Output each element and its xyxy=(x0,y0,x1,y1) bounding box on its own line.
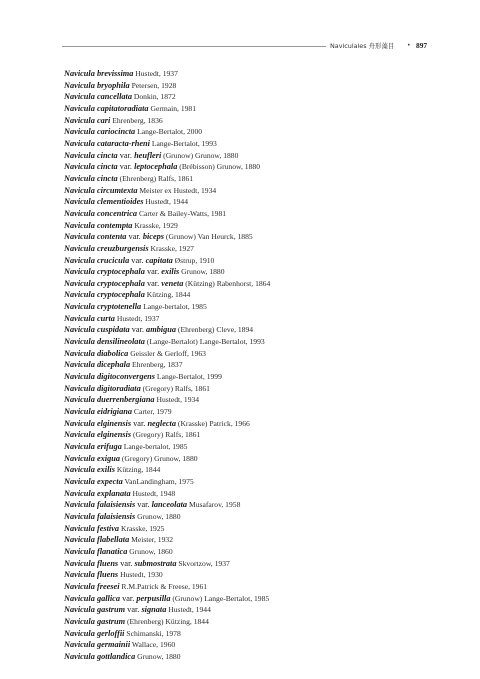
species-entry xyxy=(64,255,270,267)
author-citation: (Grunow) Lange-Bertalot, 1985 xyxy=(170,593,270,603)
taxon-name: Navicula exigua xyxy=(64,453,120,463)
taxon-name: Navicula elginensis xyxy=(64,418,132,428)
variety-marker: var. xyxy=(117,162,135,172)
species-entry xyxy=(64,231,270,243)
taxon-name: Navicula cincta xyxy=(64,150,118,160)
running-header xyxy=(0,40,480,54)
species-entry xyxy=(64,243,270,255)
species-entry xyxy=(64,173,270,185)
taxon-name: Navicula falaisiensis xyxy=(64,500,136,510)
author-citation: Grunow, 1880 xyxy=(179,267,225,277)
species-entry xyxy=(64,546,270,558)
author-citation: Krasske, 1929 xyxy=(132,220,178,230)
taxon-name: Navicula densilineolata xyxy=(64,337,145,347)
species-entry xyxy=(64,324,270,336)
variety-marker: var. xyxy=(129,325,147,335)
taxon-name: exilis xyxy=(161,267,180,277)
taxon-name: Navicula explanata xyxy=(64,488,131,498)
taxon-name: Navicula falaisiensis xyxy=(64,511,136,521)
section-title: Naviculales 舟形藻目 xyxy=(330,42,395,50)
species-entry xyxy=(64,418,270,430)
species-entry xyxy=(64,91,270,103)
species-entry xyxy=(64,651,270,663)
taxon-name: Navicula digitoconvergens xyxy=(64,372,156,382)
species-entry xyxy=(64,196,270,208)
author-citation: Ehrenberg, 1836 xyxy=(110,115,163,125)
author-citation: Grunow, 1880 xyxy=(135,511,181,521)
taxon-name: Navicula erifuga xyxy=(64,442,122,451)
taxon-name: Navicula germainii xyxy=(64,640,131,650)
author-citation: Petersen, 1928 xyxy=(129,80,177,90)
author-citation: (Gregory) Ralfs, 1861 xyxy=(131,430,201,440)
taxon-name: biceps xyxy=(142,232,165,242)
taxon-name: Navicula diabolica xyxy=(64,348,129,358)
variety-marker: var. xyxy=(126,232,143,242)
species-entry xyxy=(64,639,270,651)
taxon-name: lanceolata xyxy=(151,500,188,510)
species-entry xyxy=(64,220,270,232)
species-entry xyxy=(64,126,270,138)
author-citation: Geissler & Gerloff, 1963 xyxy=(128,348,206,358)
author-citation: Wallace, 1960 xyxy=(130,640,176,650)
species-entry xyxy=(64,523,270,535)
taxon-name: Navicula cryptocephala xyxy=(64,290,145,300)
taxon-name: Navicula cataracta-rheni xyxy=(64,138,150,148)
taxon-name: Navicula cariocincta xyxy=(64,127,136,137)
author-citation: (Kützing) Rabenhorst, 1864 xyxy=(183,278,271,288)
species-entry xyxy=(64,301,270,313)
taxon-name: Navicula exilis xyxy=(64,465,115,475)
taxon-name: veneta xyxy=(161,278,184,288)
author-citation: Hustedt, 1944 xyxy=(166,605,211,615)
author-citation: (Brébisson) Grunow, 1880 xyxy=(177,162,260,172)
taxon-name: Navicula expecta xyxy=(64,476,123,486)
taxon-name: Navicula cincta xyxy=(64,173,118,183)
species-entry xyxy=(64,453,270,465)
species-entry xyxy=(64,371,270,383)
variety-marker: var. xyxy=(135,500,152,510)
taxon-name: Navicula crucicula xyxy=(64,255,130,265)
taxon-name: Navicula bryophila xyxy=(64,80,130,90)
species-entry xyxy=(64,429,270,441)
taxon-name: Navicula dicephala xyxy=(64,360,131,370)
species-entry xyxy=(64,488,270,500)
species-entry xyxy=(64,336,270,348)
author-citation: Grunow, 1880 xyxy=(135,651,181,661)
author-citation: Kützing, 1844 xyxy=(114,465,161,475)
author-citation: Kützing, 1844 xyxy=(144,290,191,300)
taxon-name: Navicula curta xyxy=(64,313,115,323)
species-entry xyxy=(64,278,270,290)
taxon-name: Navicula concentrica xyxy=(64,208,138,218)
species-entry xyxy=(64,161,270,173)
author-citation: (Gregory) Grunow, 1880 xyxy=(120,453,198,463)
taxon-name: neglecta xyxy=(147,418,177,428)
taxon-name: Navicula gerloffii xyxy=(64,628,125,638)
species-entry xyxy=(64,348,270,360)
variety-marker: var. xyxy=(131,418,148,428)
species-entry xyxy=(64,476,270,488)
author-citation: (Krasske) Patrick, 1966 xyxy=(176,418,250,428)
author-citation: Lange-Bertalot, 1993 xyxy=(149,138,217,148)
species-list xyxy=(64,68,270,662)
species-entry xyxy=(64,150,270,162)
species-entry xyxy=(64,138,270,150)
species-entry xyxy=(64,266,270,278)
species-entry xyxy=(64,185,270,197)
taxon-name: Navicula duerrenbergiana xyxy=(64,395,155,405)
author-citation: Hustedt, 1937 xyxy=(114,313,160,323)
taxon-name: Navicula gallica xyxy=(64,593,120,603)
author-citation: Lange-Bertalot, 2000 xyxy=(135,127,203,137)
variety-marker: var. xyxy=(118,558,135,568)
taxon-name: signata xyxy=(141,605,167,615)
taxon-name: Navicula cuspidata xyxy=(64,325,130,335)
variety-marker: var. xyxy=(144,267,162,277)
page-number: 897 xyxy=(416,41,428,50)
header-rule xyxy=(62,46,326,47)
species-entry xyxy=(64,289,270,301)
species-entry xyxy=(64,464,270,476)
species-entry xyxy=(64,359,270,371)
species-entry xyxy=(64,115,270,127)
author-citation: Musafarov, 1958 xyxy=(187,500,241,510)
taxon-name: Navicula clementioides xyxy=(64,197,144,207)
species-entry xyxy=(64,313,270,325)
taxon-name: Navicula contempta xyxy=(64,220,133,230)
species-entry xyxy=(64,593,270,605)
taxon-name: leptocephala xyxy=(134,162,178,172)
taxon-name: Navicula creuzburgensis xyxy=(64,243,149,253)
variety-marker: var. xyxy=(125,605,142,615)
taxon-name: Navicula gastrum xyxy=(64,605,126,615)
author-citation: Hustedt, 1948 xyxy=(130,488,176,498)
author-citation: Lange-Bertalot, 1999 xyxy=(155,372,222,382)
taxon-name: Navicula capitatoradiata xyxy=(64,103,149,113)
author-citation: VanLandingham, 1975 xyxy=(122,476,194,486)
taxon-name: Navicula circumtexta xyxy=(64,185,138,195)
species-entry xyxy=(64,534,270,546)
author-citation: Hustedt, 1934 xyxy=(154,395,200,405)
author-citation: Lange-bertalot, 1985 xyxy=(141,302,207,312)
taxon-name: Navicula brevissima xyxy=(64,69,134,78)
taxon-name: Navicula flabellata xyxy=(64,535,130,545)
author-citation: Hustedt, 1930 xyxy=(118,570,163,580)
taxon-name: heufleri xyxy=(134,150,162,160)
species-entry xyxy=(64,604,270,616)
author-citation: (Lange-Bertalot) Lange-Bertalot, 1993 xyxy=(144,337,265,347)
author-citation: Skvortzow, 1937 xyxy=(176,558,230,568)
taxon-name: Navicula fluens xyxy=(64,570,119,580)
taxon-name: submostrata xyxy=(134,558,177,568)
species-entry xyxy=(64,80,270,92)
taxon-name: Navicula freesei xyxy=(64,581,120,591)
author-citation: Hustedt, 1944 xyxy=(143,197,189,207)
species-entry xyxy=(64,616,270,628)
author-citation: R.M.Patrick & Freese, 1961 xyxy=(119,581,208,591)
author-citation: Lange-bertalot, 1985 xyxy=(121,442,188,451)
taxon-name: ambigua xyxy=(146,325,177,335)
author-citation: Donkin, 1872 xyxy=(131,92,176,102)
taxon-name: Navicula cancellata xyxy=(64,92,132,102)
taxon-name: Navicula cryptocephala xyxy=(64,278,145,288)
author-citation: Meister, 1932 xyxy=(129,535,173,545)
author-citation: Grunow, 1860 xyxy=(127,546,173,556)
taxon-name: Navicula contenta xyxy=(64,232,127,242)
author-citation: Carter, 1979 xyxy=(132,407,172,417)
taxon-name: Navicula elginensis xyxy=(64,430,132,440)
author-citation: (Gregory) Ralfs, 1861 xyxy=(140,383,210,393)
species-entry xyxy=(64,628,270,640)
author-citation: (Grunow) Grunow, 1880 xyxy=(161,150,239,160)
author-citation: Krasske, 1927 xyxy=(148,243,194,253)
taxon-name: capitata xyxy=(145,255,173,265)
taxon-name: Navicula cincta xyxy=(64,162,118,172)
taxon-name: perpusilla xyxy=(136,593,171,603)
taxon-name: Navicula flanatica xyxy=(64,546,128,556)
species-entry xyxy=(64,394,270,406)
species-entry xyxy=(64,383,270,395)
variety-marker: var. xyxy=(120,593,137,603)
species-entry xyxy=(64,441,270,453)
taxon-name: Navicula fluens xyxy=(64,558,119,568)
author-citation: (Grunow) Van Heurck, 1885 xyxy=(164,232,253,242)
taxon-name: Navicula cryptocephala xyxy=(64,267,145,277)
author-citation: Germain, 1981 xyxy=(148,103,197,113)
author-citation: Østrup, 1910 xyxy=(172,255,215,265)
taxon-name: Navicula gottlandica xyxy=(64,651,136,661)
species-entry xyxy=(64,406,270,418)
species-entry xyxy=(64,569,270,581)
taxon-name: Navicula eidrigiana xyxy=(64,407,132,417)
species-entry xyxy=(64,103,270,115)
variety-marker: var. xyxy=(117,150,135,160)
taxon-name: Navicula digitoradiata xyxy=(64,383,141,393)
author-citation: Meister ex Hustedt, 1934 xyxy=(137,185,217,195)
header-separator-dot: • xyxy=(407,42,411,49)
taxon-name: Navicula cryptotenella xyxy=(64,302,142,312)
author-citation: (Ehrenberg) Kützing, 1844 xyxy=(125,616,209,626)
taxon-name: Navicula cari xyxy=(64,115,111,125)
author-citation: (Ehrenberg) Cleve, 1894 xyxy=(176,325,254,335)
species-entry xyxy=(64,208,270,220)
species-entry xyxy=(64,511,270,523)
author-citation: Carter & Bailey-Watts, 1981 xyxy=(137,208,227,218)
species-entry xyxy=(64,499,270,511)
species-entry xyxy=(64,581,270,593)
author-citation: Krasske, 1925 xyxy=(119,523,165,533)
taxon-name: Navicula gastrum xyxy=(64,616,126,626)
author-citation: Hustedt, 1937 xyxy=(133,69,178,78)
species-entry xyxy=(64,68,270,80)
variety-marker: var. xyxy=(129,255,146,265)
taxon-name: Navicula festiva xyxy=(64,523,120,533)
author-citation: Schimanski, 1978 xyxy=(124,628,181,638)
variety-marker: var. xyxy=(144,278,162,288)
author-citation: (Ehrenberg) Ralfs, 1861 xyxy=(117,173,194,183)
author-citation: Ehrenberg, 1837 xyxy=(130,360,183,370)
species-entry xyxy=(64,558,270,570)
